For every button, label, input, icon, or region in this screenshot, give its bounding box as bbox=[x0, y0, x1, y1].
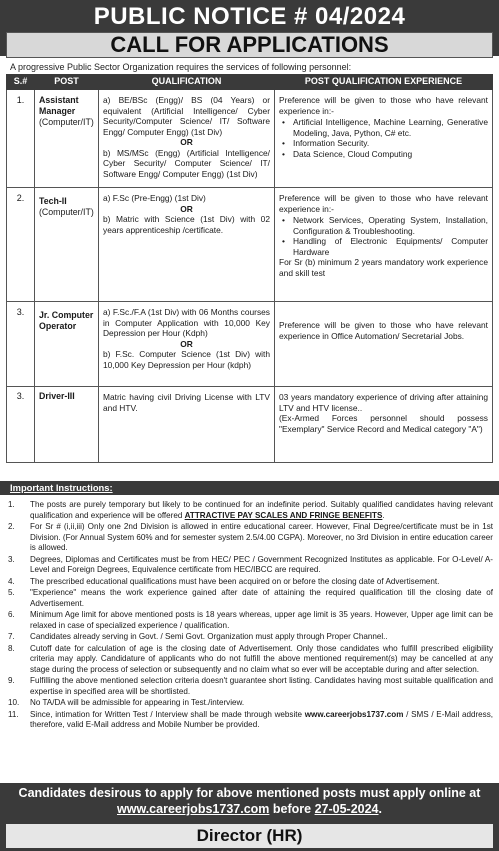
header-post: POST bbox=[35, 75, 99, 90]
item-number: 4. bbox=[8, 576, 15, 586]
table-row bbox=[7, 387, 493, 463]
item-text: Fulfilling the above mentioned selection criteria doesn't guarantee short listing. Candidates having most suitable qualification and expertise in specified area will be shortlisted. bbox=[30, 676, 493, 696]
post-title: Tech-II bbox=[39, 196, 67, 206]
list-item: • Network Services, Operating System, Installation, Configuration & Troubleshooting. bbox=[279, 215, 488, 236]
signature-director: Director (HR) bbox=[6, 824, 493, 848]
item-text: Cutoff date for calculation of age is the closing date of Advertisement. Only those candidates who fulfill prescribed eligibility criteria may apply. Candidature of applicants who do not fulfill the above mentioned requirement(s) may be cancelled at any stage during the process of selection or subsequently and no claim what so ever will be acceptable during and after selection. bbox=[30, 643, 493, 674]
item-number: 8. bbox=[8, 643, 15, 653]
row-sno: 3. bbox=[7, 302, 35, 387]
qualification-or: OR bbox=[180, 137, 193, 147]
notice-subtitle: CALL FOR APPLICATIONS bbox=[6, 32, 493, 58]
list-item bbox=[6, 710, 493, 731]
experience-intro: 03 years mandatory experience of driving after attaining LTV and HTV license.. bbox=[279, 392, 488, 413]
header-qualification: QUALIFICATION bbox=[99, 75, 275, 90]
experience-intro: Preference will be given to those who have relevant experience in:- bbox=[279, 95, 488, 116]
notice-title: PUBLIC NOTICE # 04/2024 bbox=[93, 3, 406, 30]
item-text: "Experience" means the work experience gained after date of attaining the required qualification till the closing date of Advertisement. bbox=[30, 588, 493, 608]
row-qualification bbox=[99, 90, 275, 188]
list-item: • Artificial Intelligence, Machine Learning, Generative Modeling, Java, Python, C# etc. bbox=[279, 117, 488, 138]
instructions-heading-bar bbox=[0, 481, 499, 495]
row-experience bbox=[275, 387, 493, 463]
table-row bbox=[7, 302, 493, 387]
item-number: 7. bbox=[8, 632, 15, 642]
row-post bbox=[35, 188, 99, 302]
header-sno: S.# bbox=[7, 75, 35, 90]
item-text: The prescribed educational qualifications must have been acquired on or before the closing date of Advertisement. bbox=[30, 576, 440, 586]
post-title: Driver-III bbox=[39, 391, 75, 401]
table-row bbox=[7, 90, 493, 188]
list-item bbox=[6, 500, 493, 521]
qualification-a: a) F.Sc (Pre-Engg) (1st Div) bbox=[103, 193, 206, 203]
item-text: Minimum Age limit for above mentioned posts is 18 years whereas, upper age limit is 35 years. However, Upper age limit can be relaxed in case of specialized experience / qualification. bbox=[30, 610, 493, 630]
website-link-text[interactable]: www.careerjobs1737.com bbox=[304, 709, 404, 719]
item-number: 11. bbox=[8, 709, 19, 719]
item-text: Degrees, Diplomas and Certificates must be from HEC/ PEC / Government Recognized Institutes as applicable. For O-Level/ A-Level and Foreign Degrees, Equivalence certificate from HEC/IBCC are required. bbox=[30, 554, 493, 575]
post-subtitle: (Computer/IT) bbox=[39, 206, 94, 217]
header-experience: POST QUALIFICATION EXPERIENCE bbox=[275, 75, 493, 90]
row-experience bbox=[275, 302, 493, 387]
item-text: No TA/DA will be admissible for appearing in Test./interview. bbox=[30, 698, 245, 708]
footer-website-link[interactable]: www.careerjobs1737.com bbox=[117, 802, 270, 816]
experience-note: (Ex-Armed Forces personnel should possess "Exemplary" Service Record and Medical category "A") bbox=[279, 413, 488, 434]
row-sno: 2. bbox=[7, 188, 35, 302]
qualification-or: OR bbox=[180, 203, 193, 214]
item-number: 3. bbox=[8, 554, 15, 564]
list-item: • Data Science, Cloud Computing bbox=[279, 149, 488, 160]
qualification-a: a) F.Sc./F.A (1st Div) with 06 Months courses in Computer Application with 10,000 Key Depression per Hour (Kdph) bbox=[103, 307, 270, 338]
qualification-b: b) Matric with Science (1st Div) with 02 years apprenticeship /certificate. bbox=[103, 214, 270, 235]
footer-text-end: . bbox=[378, 802, 382, 816]
item-text: For Sr # (i,ii,iii) Only one 2nd Division is allowed in entire educational career. However, Final Degree/certificate must be in 1st Division. (For Annual System 60% and for semester system 2.5/4.00 CGPA). Moreover, no 3rd Division in entire education career is allowed. bbox=[30, 522, 493, 553]
item-text-end: . bbox=[382, 510, 385, 520]
list-item bbox=[6, 644, 493, 676]
footer-text: before bbox=[269, 802, 315, 816]
row-post bbox=[35, 302, 99, 387]
list-item bbox=[6, 577, 493, 588]
experience-note: For Sr (b) minimum 2 years mandatory work experience and skill test bbox=[279, 257, 488, 278]
row-qualification bbox=[99, 302, 275, 387]
list-item bbox=[6, 555, 493, 576]
qualification-or: OR bbox=[180, 338, 193, 349]
experience-intro: Preference will be given to those who have relevant experience in Office Automation/ Secretarial Jobs. bbox=[279, 320, 488, 341]
qualification-a: Matric having civil Driving License with LTV and HTV. bbox=[103, 392, 270, 413]
row-experience bbox=[275, 188, 493, 302]
experience-intro: Preference will be given to those who have relevant experience in:- bbox=[279, 193, 488, 214]
qualification-a: a) BE/BSc (Engg)/ BS (04 Years) or equivalent (Artificial Intelligence/ Cyber Security/Computer Science/ IT/ Software Engg/ Computer Engg) (1st Div) bbox=[103, 95, 270, 137]
list-item bbox=[6, 632, 493, 643]
qualification-b: b) MS/MSc (Engg) (Artificial Intelligence/ Cyber Security/ Computer Science/ IT/ Software Engg/ Computer Engg) (1st Div) bbox=[103, 147, 270, 179]
post-title: Assistant Manager bbox=[39, 95, 79, 116]
row-post bbox=[35, 387, 99, 463]
item-number: 9. bbox=[8, 676, 15, 686]
row-sno: 3. bbox=[7, 387, 35, 463]
instructions-heading: Important Instructions: bbox=[10, 482, 113, 493]
footer-deadline: 27-05-2024 bbox=[314, 802, 379, 816]
item-text: Candidates already serving in Govt. / Semi Govt. Organization must apply through Proper Channel.. bbox=[30, 632, 388, 642]
table-header-row bbox=[7, 75, 493, 90]
row-sno: 1. bbox=[7, 90, 35, 188]
post-title: Jr. Computer Operator bbox=[39, 310, 94, 331]
experience-list bbox=[279, 215, 488, 257]
footer-line-1: Candidates desirous to apply for above mentioned posts must apply online at bbox=[18, 786, 481, 800]
list-item: • Handling of Electronic Equipments/ Computer Hardware bbox=[279, 236, 488, 257]
row-qualification bbox=[99, 188, 275, 302]
footer-line-2 bbox=[0, 802, 499, 816]
item-text-end: / SMS / E-Mail address, therefore, valid E-Mail address and Mobile Number be provided. bbox=[30, 709, 493, 730]
row-experience bbox=[275, 90, 493, 188]
item-number: 2. bbox=[8, 522, 15, 532]
row-qualification bbox=[99, 387, 275, 463]
qualification-b: b) F.Sc. Computer Science (1st Div) with 10,000 Key Depression per Hour (kdph) bbox=[103, 349, 270, 370]
intro-text: A progressive Public Sector Organization requires the services of following personnel: bbox=[10, 62, 352, 72]
item-number: 6. bbox=[8, 610, 15, 620]
item-text: Since, intimation for Written Test / Interview shall be made through website bbox=[30, 709, 305, 719]
instructions-list bbox=[6, 500, 493, 732]
item-emphasis: ATTRACTIVE PAY SCALES AND FRINGE BENEFITS bbox=[184, 510, 383, 520]
item-number: 5. bbox=[8, 588, 15, 598]
item-number: 10. bbox=[8, 698, 20, 708]
table-row bbox=[7, 188, 493, 302]
list-item bbox=[6, 676, 493, 697]
experience-list bbox=[279, 117, 488, 159]
post-subtitle: (Computer/IT) bbox=[39, 116, 94, 127]
footer-banner bbox=[0, 783, 499, 851]
positions-table bbox=[6, 74, 493, 463]
list-item bbox=[6, 522, 493, 554]
item-number: 1. bbox=[8, 500, 15, 509]
list-item bbox=[6, 698, 493, 709]
list-item: • Information Security. bbox=[279, 138, 488, 149]
row-post bbox=[35, 90, 99, 188]
item-text: The posts are purely temporary but likely to be continued for an indefinite period. Suitably qualified candidates having relevant qualification and experience will be offered bbox=[30, 500, 493, 520]
list-item bbox=[6, 610, 493, 631]
list-item bbox=[6, 588, 493, 609]
